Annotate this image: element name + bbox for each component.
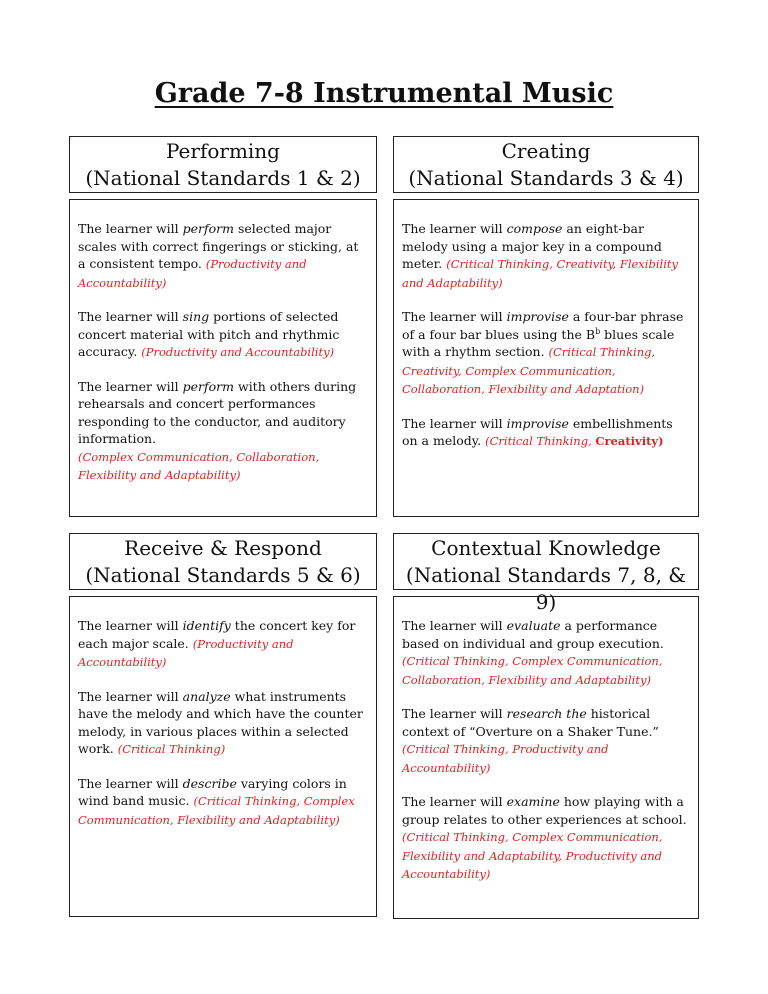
creating-standards: (National Standards 3 & 4): [408, 166, 684, 190]
performing-content: [69, 199, 377, 517]
skills-tag: (Critical Thinking): [117, 742, 226, 756]
skills-tag: (Productivity and Accountability): [78, 257, 307, 290]
skills-tag: (Critical Thinking, Creativity, Flexibility and Adaptability): [402, 257, 678, 290]
creating-header: [393, 136, 699, 193]
contextual-item: The learner will research the historical context of “Overture on a Shaker Tune.” (Critical Thinking, Productivity and Accountability): [402, 706, 659, 775]
skills-tag: (Productivity and Accountability): [141, 345, 335, 359]
creating-item: The learner will improvise embellishments on a melody. (Critical Thinking, Creativity): [402, 415, 673, 448]
performing-item: The learner will sing portions of selected concert material with pitch and rhythmic accuracy. (Productivity and Accountability): [78, 309, 340, 359]
skills-tag: (Complex Communication, Collaboration, Flexibility and Adaptability): [78, 449, 320, 482]
creating-heading: Creating: [501, 139, 591, 163]
contextual-header: [393, 533, 699, 614]
creating-content: [393, 199, 699, 517]
contextual-standards: (National Standards 7, 8, & 9): [405, 563, 687, 614]
receive-heading: Receive & Respond: [124, 536, 322, 560]
skills-tag: (Critical Thinking, Creativity): [485, 434, 664, 448]
receive-item: The learner will describe varying colors in wind band music. (Critical Thinking, Complex Communication, Flexibility and Adaptability): [78, 775, 355, 827]
performing-header: [69, 136, 377, 193]
skills-tag: (Critical Thinking, Complex Communication, Flexibility and Adaptability, Productivity and Accountability): [402, 830, 663, 881]
receive-content: [69, 596, 377, 917]
receive-standards: (National Standards 5 & 6): [85, 563, 361, 587]
skills-tag: (Critical Thinking, Creativity, Complex Communication, Collaboration, Flexibility and Adaptation): [402, 345, 656, 396]
contextual-heading: Contextual Knowledge: [431, 536, 661, 560]
creating-item: The learner will compose an eight-bar melody using a major key in a compound meter. (Critical Thinking, Creativity, Flexibility and Adaptability): [402, 221, 678, 290]
receive-item: The learner will identify the concert key for each major scale. (Productivity and Accountability): [78, 618, 356, 669]
skills-tag: (Critical Thinking, Productivity and Accountability): [402, 742, 609, 775]
contextual-content: [393, 596, 699, 919]
contextual-item: The learner will evaluate a performance based on individual and group execution. (Critical Thinking, Complex Communication, Collaboration, Flexibility and Adaptability): [402, 618, 664, 687]
performing-heading: Performing: [165, 139, 280, 163]
performing-item: The learner will perform selected major scales with correct fingerings or sticking, at a consistent tempo. (Productivity and Accountability): [78, 221, 359, 290]
skills-tag: (Productivity and Accountability): [78, 636, 294, 669]
receive-item: The learner will analyze what instruments have the melody and which have the counter melody, in various places within a selected work. (Critical Thinking): [78, 688, 363, 756]
skills-tag: (Critical Thinking, Complex Communication, Collaboration, Flexibility and Adaptability): [402, 654, 663, 687]
performing-standards: (National Standards 1 & 2): [85, 166, 361, 190]
receive-header: [69, 533, 377, 590]
performing-item: The learner will perform with others during rehearsals and concert performances responding to the conductor, and auditory information. (Complex Communication, Collaboration, Flexibility and Adaptability): [78, 378, 357, 482]
skills-tag: (Critical Thinking, Complex Communication, Flexibility and Adaptability): [78, 794, 355, 827]
creating-item: The learner will improvise a four-bar phrase of a four bar blues using the $B^b$ blues scale with a rhythm section. (Critical Thinking, Creativity, Complex Communication, Collaboration, Flexibility and Adaptation): [402, 309, 684, 396]
page-title: Grade 7-8 Instrumental Music: [154, 78, 614, 109]
contextual-item: The learner will examine how playing with a group relates to other experiences at school. (Critical Thinking, Complex Communication, Flexibility and Adaptability, Productivity and Accountability): [402, 794, 687, 881]
